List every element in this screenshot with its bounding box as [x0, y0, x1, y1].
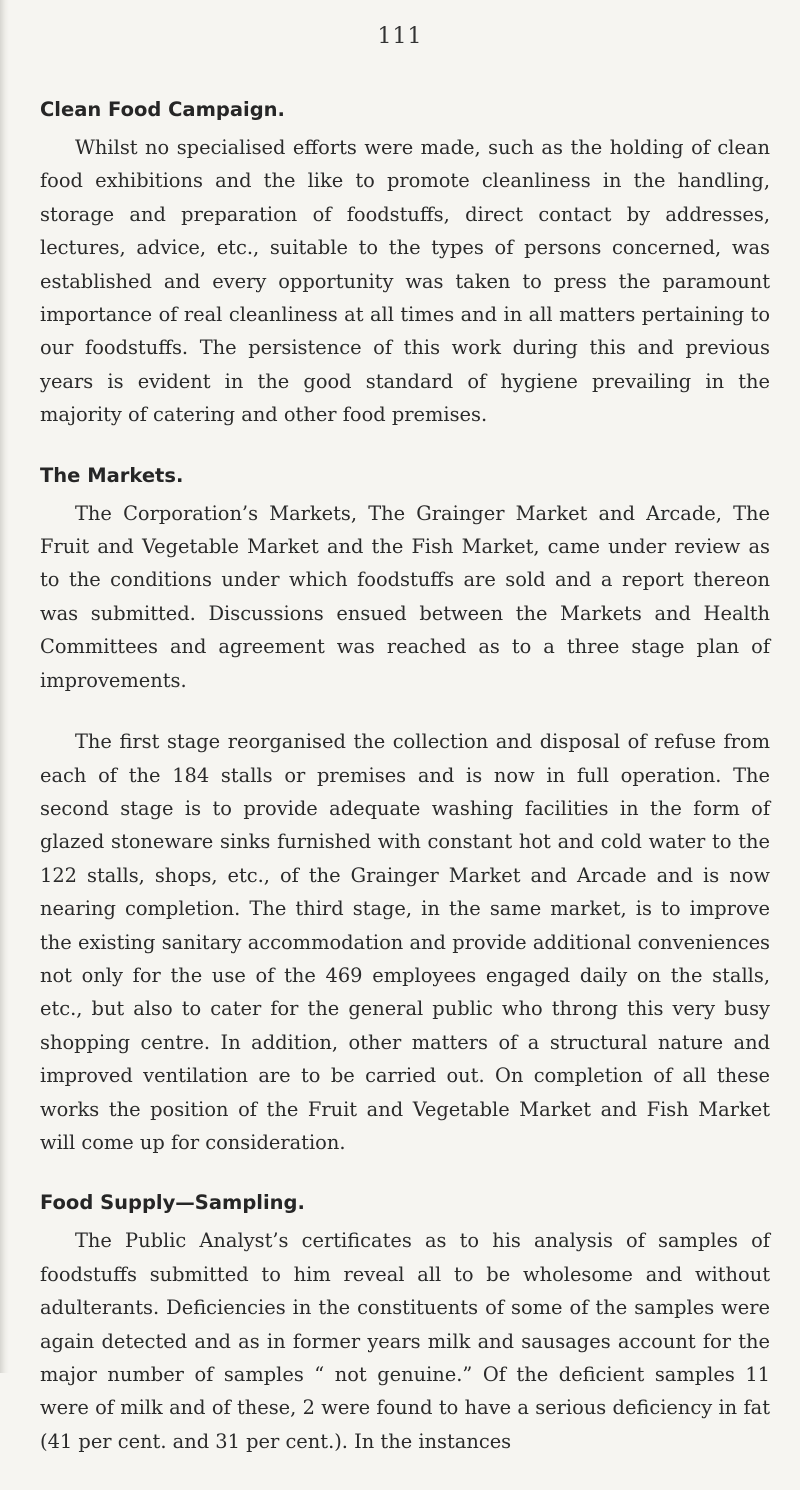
page-edge-shadow [0, 0, 9, 1373]
page-number: 111 [377, 24, 423, 49]
section-heading: Clean Food Campaign. [40, 98, 285, 121]
section-clean-food-campaign [40, 98, 770, 432]
paragraph: The Corporation’s Markets, The Grainger Market and Arcade, The Fruit and Vegetable Market and the Fish Market, came under review as to the conditions under which foodstuffs are sold and a report thereon was submitted. Discussions ensued between the Markets and Health Committees and agreement was reached as to a three stage plan of improvements. [40, 501, 770, 692]
section-food-supply-sampling [40, 1191, 770, 1458]
page-body [40, 98, 770, 1490]
paragraph: The first stage reorganised the collection and disposal of refuse from each of the 184 stalls or premises and is now in full operation. The second stage is to provide adequate washing facilities in the form of glazed stoneware sinks furnished with constant hot and cold water to the 122 stalls, shops, etc., of the Grainger Market and Arcade and is now nearing completion. The third stage, in the same market, is to improve the existing sanitary accommodation and provide additional conveniences not only for the use of the 469 employees engaged daily on the stalls, etc., but also to cater for the general public who throng this very busy shopping centre. In addition, other matters of a structural nature and improved ventilation are to be carried out. On completion of all these works the position of the Fruit and Vegetable Market and Fish Market will come up for consideration. [40, 730, 770, 1154]
paragraph: Whilst no specialised efforts were made, such as the holding of clean food exhibitions and the like to promote cleanliness in the handling, storage and preparation of foodstuffs, direct contact by addresses, lectures, advice, etc., suitable to the types of persons concerned, was established and every opportunity was taken to press the paramount importance of real cleanliness at all times and in all matters pertaining to our foodstuffs. The persistence of this work during this and previous years is evident in the good standard of hygiene prevailing in the majority of catering and other food premises. [40, 136, 770, 427]
section-heading: Food Supply—Sampling. [40, 1191, 305, 1215]
paragraph: The Public Analyst’s certificates as to his analysis of samples of foodstuffs submitted to him reveal all to be wholesome and without adulterants. Deficiencies in the constituents of some of the samples were again detected and as in former years milk and sausages account for the major number of samples “ not genuine.” Of the deficient samples 11 were of milk and of these, 2 were found to have a serious deficiency in fat (41 per cent. and 31 per cent.). In the instances [40, 1229, 770, 1453]
section-heading: The Markets. [40, 463, 184, 487]
section-the-markets [40, 464, 770, 1160]
